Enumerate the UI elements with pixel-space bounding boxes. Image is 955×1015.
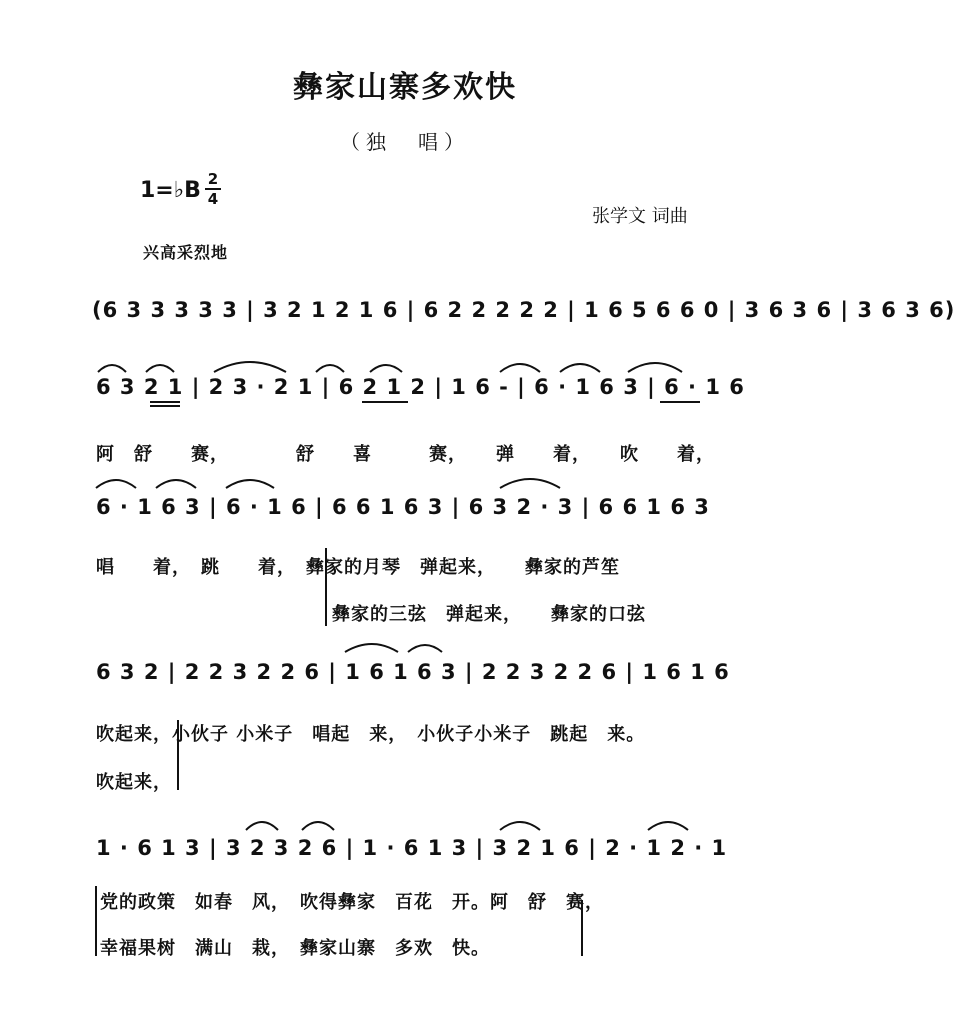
slur xyxy=(98,365,126,372)
lyrics-line-2-verse-1: 阿 舒 赛， 舒 喜 赛， 弹 着， 吹 着， xyxy=(96,444,715,465)
performance-type: （独 唱） xyxy=(340,130,470,154)
song-title: 彝家山寨多欢快 xyxy=(293,70,517,105)
time-signature-top: 2 xyxy=(207,170,219,188)
tempo-marking: 兴高采烈地 xyxy=(143,243,229,262)
lyrics-line-5-verse-2: 幸福果树 满山 栽， 彝家山寨 多欢 快。 xyxy=(100,938,490,959)
slur xyxy=(146,365,174,372)
score-notes-line-5: 1 · 6 1 3 | 3 2 3 2 6 | 1 · 6 1 3 | 3 2 1 6 | 2 · 1 2 · 1 xyxy=(96,836,728,860)
score-notes-line-3: 6 · 1 6 3 | 6 · 1 6 | 6 6 1 6 3 | 6 3 2 · 3 | 6 6 1 6 3 xyxy=(96,495,710,519)
lyrics-line-3-verse-1: 唱 着， 跳 着， 彝家的月琴 弹起来， 彝家的芦笙 xyxy=(96,557,620,578)
slur xyxy=(560,364,600,372)
slur xyxy=(648,822,688,830)
lyrics-line-5-verse-1: 党的政策 如春 风， 吹得彝家 百花 开。阿 舒 赛， xyxy=(100,892,604,913)
time-signature-bottom: 4 xyxy=(207,190,219,208)
score-notes-line-2: 6 3 2 1 | 2 3 · 2 1 | 6 2 1 2 | 1 6 - | 6 · 1 6 3 | 6 · 1 6 xyxy=(96,375,745,399)
slur xyxy=(500,364,540,372)
slur xyxy=(226,480,274,488)
slur xyxy=(500,822,540,830)
slur xyxy=(302,822,334,830)
slur xyxy=(246,822,278,830)
slur xyxy=(408,645,442,652)
slur xyxy=(370,365,402,372)
lyrics-line-4-verse-1: 吹起来，小伙子 小米子 唱起 来， 小伙子小米子 跳起 来。 xyxy=(96,724,646,745)
slur xyxy=(345,644,398,652)
score-notes-line-4: 6 3 2 | 2 2 3 2 2 6 | 1 6 1 6 3 | 2 2 3 2 2 6 | 1 6 1 6 xyxy=(96,660,730,684)
score-notes-line-1: (6 3 3 3 3 3 | 3 2 1 2 1 6 | 6 2 2 2 2 2 | 1 6 5 6 6 0 | 3 6 3 6 | 3 6 3 6) xyxy=(92,298,955,322)
slur xyxy=(628,363,682,372)
key-signature: 1=♭B xyxy=(140,178,201,203)
slur xyxy=(214,362,286,372)
slur xyxy=(156,480,196,488)
slur xyxy=(96,480,136,488)
slur xyxy=(316,365,344,372)
lyrics-line-4-verse-2: 吹起来， xyxy=(96,772,172,793)
lyrics-line-3-verse-2: 彝家的三弦 弹起来， 彝家的口弦 xyxy=(332,604,646,625)
slur xyxy=(500,479,560,488)
author-credit: 张学文 词曲 xyxy=(592,206,688,227)
